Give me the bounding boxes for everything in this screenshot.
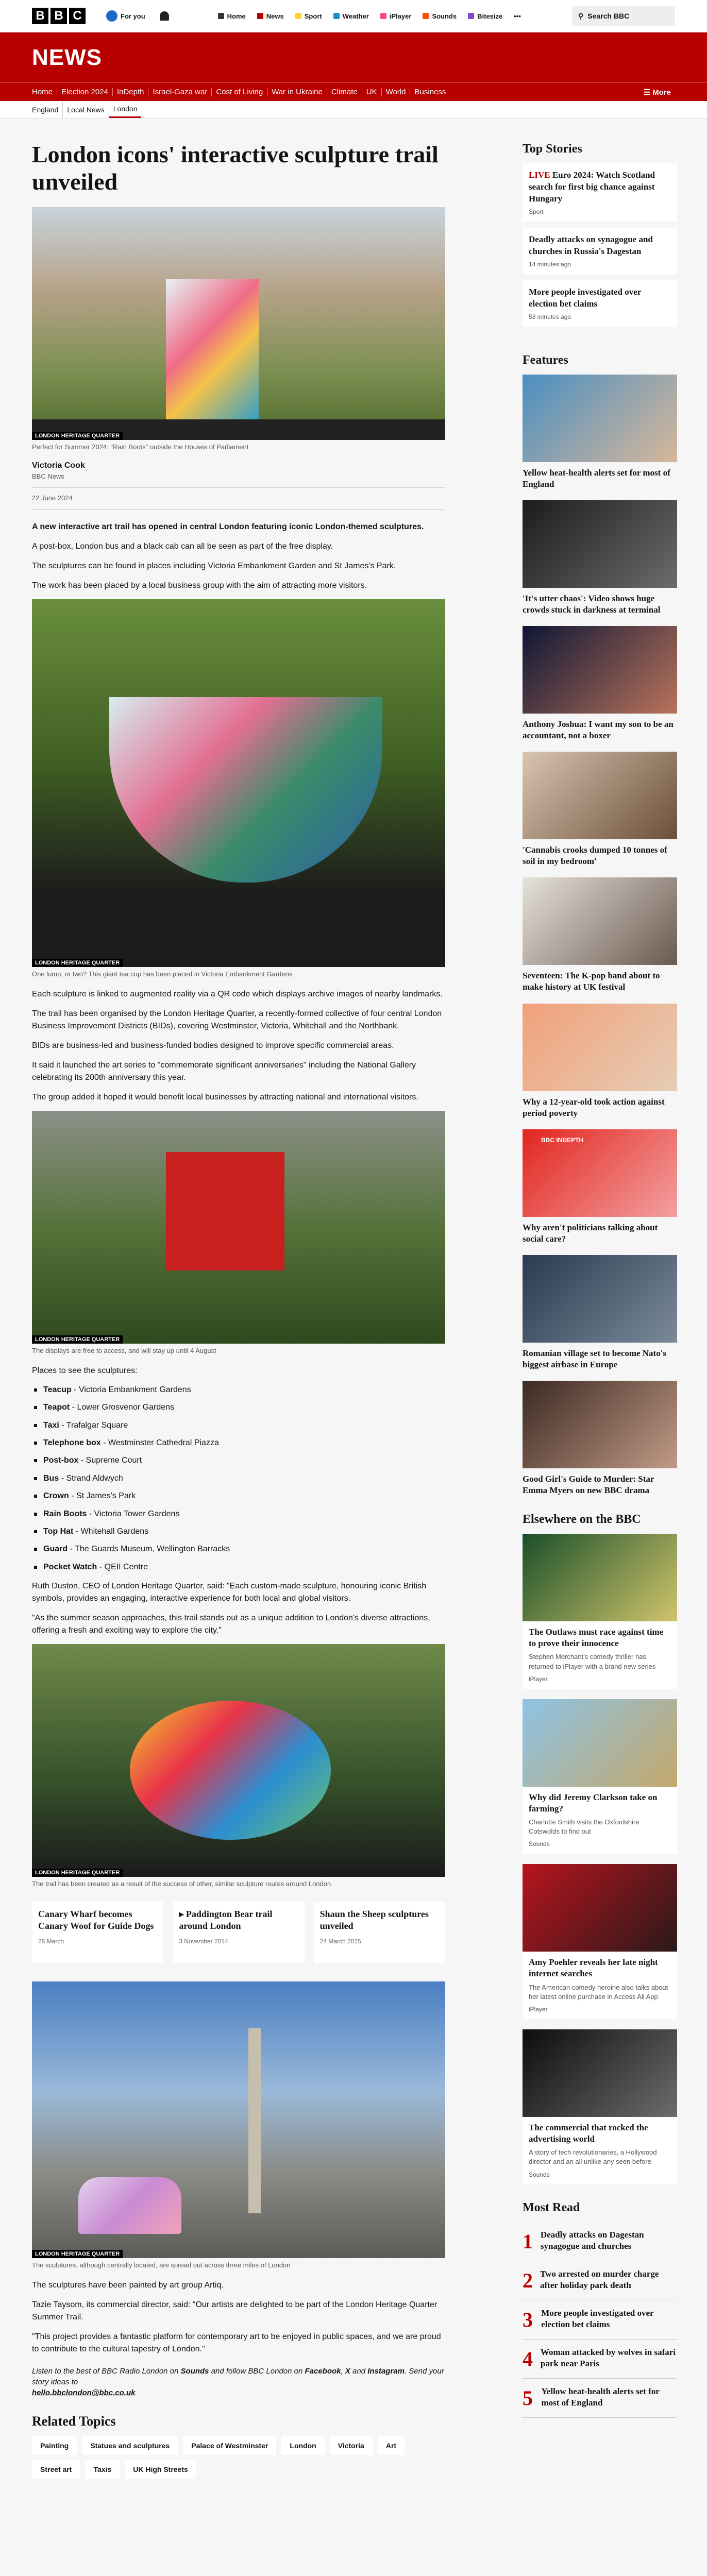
subnav-item-active[interactable]: London xyxy=(109,101,142,118)
paragraph: It said it launched the art series to "commemorate significant anniversaries" including the National Gallery celebrating its 200th anniversary this year. xyxy=(32,1060,416,1082)
secnav-item[interactable]: Home xyxy=(32,88,57,96)
sounds-icon xyxy=(423,13,429,19)
account-icon xyxy=(106,10,117,22)
topic-tag[interactable]: Statues and sculptures xyxy=(82,2436,178,2455)
most-read-item[interactable]: 4 Woman attacked by wolves in safari park near Paris xyxy=(523,2340,677,2379)
article-title: London icons' interactive sculpture trail unveiled xyxy=(32,141,439,195)
image-credit: LONDON HERITAGE QUARTER xyxy=(32,2250,123,2258)
image-caption: The trail has been created as a result of the success of other, similar sculpture routes around London xyxy=(32,1880,331,1888)
section-nav xyxy=(0,82,707,101)
list-item: Telephone box - Westminster Cathedral Piazza xyxy=(32,1437,445,1449)
teacup-sculpture xyxy=(109,697,382,883)
secnav-item[interactable]: Israel-Gaza war xyxy=(148,88,212,96)
paragraph: "This project provides a fantastic platform for contemporary art to be enjoyed in public spaces, and we are proud to contribute to the cultural tapestry of London." xyxy=(32,2332,441,2354)
for-you-link[interactable]: For you xyxy=(106,10,145,22)
teacup-image xyxy=(32,599,445,967)
paragraph: The work has been placed by a local business group with the aim of attracting more visitors. xyxy=(32,581,367,590)
paragraph: The sculptures have been painted by art group Artiq. xyxy=(32,2281,224,2290)
most-read-item[interactable]: 1 Deadly attacks on Dagestan synagogue and churches xyxy=(523,2222,677,2261)
indepth-badge: BBC INDEPTH xyxy=(541,1136,584,1144)
paragraph: BIDs are business-led and business-funded bodies designed to improve specific commercial areas. xyxy=(32,1041,394,1050)
paragraph: Each sculpture is linked to augmented reality via a QR code which displays archive images of nearby landmarks. xyxy=(32,989,443,998)
email-link[interactable]: hello.bbclondon@bbc.co.uk xyxy=(32,2388,136,2398)
elsewhere-card[interactable]: Why did Jeremy Clarkson take on farming? Charlotte Smith visits the Oxfordshire Cotswolds to find out Sounds xyxy=(523,1699,677,1854)
topic-tag[interactable]: Street art xyxy=(32,2460,80,2479)
bitesize-icon xyxy=(468,13,474,19)
most-read-item[interactable]: 2 Two arrested on murder charge after holiday park death xyxy=(523,2261,677,2300)
topic-tag[interactable]: London xyxy=(281,2436,324,2455)
secnav-item[interactable]: Climate xyxy=(327,88,362,96)
subnav-item[interactable]: Local News xyxy=(63,101,109,118)
iplayer-icon xyxy=(380,13,386,19)
footer-note: Listen to the best of BBC Radio London on Sounds and follow BBC London on Facebook, X and Instagram. Send your story ideas to hello.bbclondon@bbc.co.uk xyxy=(32,2367,444,2398)
image-credit: LONDON HERITAGE QUARTER xyxy=(32,432,123,440)
subnav-item[interactable]: England xyxy=(32,101,63,118)
paragraph: The trail has been organised by the London Heritage Quarter, a recently-formed collective of four central London Business Improvement Districts (BIDs), covering Westminster, Victoria, Whitehall and the Northbank. xyxy=(32,1009,442,1030)
secnav-item[interactable]: UK xyxy=(362,88,382,96)
topic-tag[interactable]: Victoria xyxy=(330,2436,373,2455)
related-card[interactable]: ▸ Paddington Bear trail around London 3 November 2014 xyxy=(173,1902,304,1963)
most-read-title: Most Read xyxy=(523,2200,580,2214)
publish-date: 22 June 2024 xyxy=(32,494,445,510)
list-item: Teacup - Victoria Embankment Gardens xyxy=(32,1384,445,1396)
related-topics xyxy=(32,2436,445,2479)
sidebar xyxy=(523,141,677,2499)
list-item: Taxi - Trafalgar Square xyxy=(32,1420,445,1431)
list-item: Top Hat - Whitehall Gardens xyxy=(32,1526,445,1537)
telephone-box-sculpture xyxy=(166,1152,284,1270)
most-read-item[interactable]: 5 Yellow heat-health alerts set for most of England xyxy=(523,2379,677,2418)
nelsons-column xyxy=(248,2028,261,2213)
paragraph: A post-box, London bus and a black cab can all be seen as part of the free display. xyxy=(32,541,333,551)
gnav-sounds[interactable]: Sounds xyxy=(423,12,457,20)
gnav-home[interactable]: Home xyxy=(218,12,246,20)
related-card[interactable]: Shaun the Sheep sculptures unveiled 24 March 2015 xyxy=(314,1902,445,1963)
list-item: Bus - Strand Aldwych xyxy=(32,1473,445,1484)
search-box[interactable]: ⚲ Search BBC xyxy=(572,6,675,26)
topic-tag[interactable]: Taxis xyxy=(85,2460,120,2479)
image-credit: LONDON HERITAGE QUARTER xyxy=(32,959,123,967)
paragraph: Ruth Duston, CEO of London Heritage Quarter, said: "Each custom-made sculpture, honouring iconic British symbols, provides an engaging, interactive experience for both local and global visitors. xyxy=(32,1582,427,1603)
x-link[interactable]: X xyxy=(345,2367,350,2376)
more-sections-button[interactable]: ☰ More xyxy=(643,88,671,97)
notifications-icon[interactable] xyxy=(160,11,169,21)
feature-card[interactable]: Yellow heat-health alerts set for most of England xyxy=(523,375,677,490)
image-caption: Perfect for Summer 2024: "Rain Boots" outside the Houses of Parliament xyxy=(32,443,249,451)
news-icon xyxy=(257,13,263,19)
teapot-sculpture xyxy=(130,1701,331,1840)
gnav-sport[interactable]: Sport xyxy=(295,12,322,20)
image-credit: LONDON HERITAGE QUARTER xyxy=(32,1335,123,1344)
elsewhere-card[interactable]: The Outlaws must race against time to prove their innocence Stephen Merchant's comedy thriller has returned to iPlayer with a brand new series iPlayer xyxy=(523,1534,677,1689)
image-caption: The sculptures, although centrally located, are spread out across three miles of London xyxy=(32,2261,291,2269)
paragraph: Tazie Taysom, its commercial director, said: "Our artists are delighted to be part of the London Heritage Quarter Summer Trail. xyxy=(32,2300,437,2322)
list-item: Teapot - Lower Grosvenor Gardens xyxy=(32,1402,445,1413)
lead-paragraph: A new interactive art trail has opened in central London featuring iconic London-themed sculptures. xyxy=(32,522,424,531)
gnav-weather[interactable]: Weather xyxy=(333,12,369,20)
list-item: Rain Boots - Victoria Tower Gardens xyxy=(32,1509,445,1520)
related-topics-title: Related Topics xyxy=(32,2414,116,2429)
gnav-news[interactable]: News xyxy=(257,12,284,20)
weather-icon xyxy=(333,13,340,19)
author-org: BBC News xyxy=(32,472,445,488)
feature-card[interactable]: Why a 12-year-old took action against period poverty xyxy=(523,1004,677,1119)
feature-card[interactable]: BBC INDEPTH Why aren't politicians talking about social care? xyxy=(523,1129,677,1245)
top-stories-title: Top Stories xyxy=(523,142,582,156)
paragraph: "As the summer season approaches, this trail stands out as a unique addition to London's diverse attractions, offering a fresh and exciting way to explore the city." xyxy=(32,1614,430,1635)
top-story[interactable]: Deadly attacks on synagogue and churches in Russia's Dagestan 14 minutes ago xyxy=(523,228,677,274)
search-icon: ⚲ xyxy=(578,11,584,20)
related-card[interactable]: Canary Wharf becomes Canary Woof for Guide Dogs 26 March xyxy=(32,1902,163,1963)
elsewhere-card[interactable]: Amy Poehler reveals her late night internet searches The American comedy heroine also talks about her latest online purchase in Access All App iPlayer xyxy=(523,1864,677,2019)
topic-tag[interactable]: Art xyxy=(378,2436,405,2455)
gnav-iplayer[interactable]: iPlayer xyxy=(380,12,412,20)
paragraph: Places to see the sculptures: xyxy=(32,1366,138,1375)
author-name[interactable]: Victoria Cook xyxy=(32,461,85,470)
list-item: Post-box - Supreme Court xyxy=(32,1455,445,1466)
paragraph: The sculptures can be found in places including Victoria Embankment Garden and St James's Park. xyxy=(32,561,396,570)
feature-card[interactable]: 'Cannabis crooks dumped 10 tonnes of soil in my bedroom' xyxy=(523,752,677,867)
sculpture-list xyxy=(32,1384,445,1573)
news-wordmark[interactable]: NEWS xyxy=(32,44,102,70)
feature-card[interactable]: 'It's utter chaos': Video shows huge crowds stuck in darkness at terminal xyxy=(523,500,677,616)
list-item: Pocket Watch - QEII Centre xyxy=(32,1562,445,1573)
gnav-bitesize[interactable]: Bitesize xyxy=(468,12,502,20)
bbc-logo[interactable]: B B C xyxy=(32,8,86,24)
feature-card[interactable]: Romanian village set to become Nato's biggest airbase in Europe xyxy=(523,1255,677,1370)
image-caption: One lump, or two? This giant tea cup has been placed in Victoria Embankment Gardens xyxy=(32,970,293,978)
more-menu-icon[interactable]: ••• xyxy=(514,12,521,20)
secnav-item[interactable]: Business xyxy=(414,88,446,96)
list-item: Guard - The Guards Museum, Wellington Barracks xyxy=(32,1544,445,1555)
global-nav xyxy=(0,0,707,32)
top-story[interactable]: More people investigated over election bet claims 53 minutes ago xyxy=(523,280,677,327)
sport-icon xyxy=(295,13,301,19)
facebook-link[interactable]: Facebook xyxy=(305,2367,341,2376)
topic-tag[interactable]: UK High Streets xyxy=(125,2460,196,2479)
teapot-image xyxy=(32,1644,445,1877)
home-icon xyxy=(218,13,224,19)
sounds-link[interactable]: Sounds xyxy=(180,2367,209,2376)
topic-tag[interactable]: Painting xyxy=(32,2436,77,2455)
feature-card[interactable]: Anthony Joshua: I want my son to be an accountant, not a boxer xyxy=(523,626,677,741)
secnav-item[interactable]: Cost of Living xyxy=(212,88,267,96)
image-credit: LONDON HERITAGE QUARTER xyxy=(32,1869,123,1877)
paragraph: The group added it hoped it would benefit local businesses by attracting national and international visitors. xyxy=(32,1092,418,1101)
telephone-box-image xyxy=(32,1111,445,1344)
list-item: Crown - St James's Park xyxy=(32,1490,445,1502)
taxi-image xyxy=(32,1981,445,2258)
rain-boots-image xyxy=(32,207,445,440)
news-banner xyxy=(0,32,707,82)
sub-nav xyxy=(0,101,707,118)
feature-card[interactable]: Seventeen: The K-pop band about to make history at UK festival xyxy=(523,877,677,993)
topic-tag[interactable]: Palace of Westminster xyxy=(183,2436,276,2455)
instagram-link[interactable]: Instagram xyxy=(367,2367,405,2376)
rain-boots-sculpture xyxy=(166,279,259,423)
feature-card[interactable]: Good Girl's Guide to Murder: Star Emma Myers on new BBC drama xyxy=(523,1381,677,1496)
related-links xyxy=(32,1902,445,1963)
taxi-sculpture xyxy=(78,2177,181,2234)
global-links xyxy=(218,12,521,20)
secnav-item[interactable]: War in Ukraine xyxy=(267,88,327,96)
secnav-item[interactable]: World xyxy=(382,88,411,96)
article xyxy=(32,141,445,2499)
secnav-item[interactable]: InDepth xyxy=(113,88,149,96)
top-story[interactable]: LIVE Euro 2024: Watch Scotland search for first big chance against Hungary Sport xyxy=(523,163,677,222)
elsewhere-title: Elsewhere on the BBC xyxy=(523,1513,641,1527)
image-caption: The displays are free to access, and will stay up until 4 August xyxy=(32,1346,216,1354)
secnav-item[interactable]: Election 2024 xyxy=(57,88,113,96)
most-read-item[interactable]: 3 More people investigated over election bet claims xyxy=(523,2300,677,2340)
features-title: Features xyxy=(523,353,568,367)
elsewhere-card[interactable]: The commercial that rocked the advertising world A story of tech revolutionaries, a Hollywood director and an all unlike any seen before Sounds xyxy=(523,2029,677,2184)
live-badge: LIVE xyxy=(529,170,550,180)
